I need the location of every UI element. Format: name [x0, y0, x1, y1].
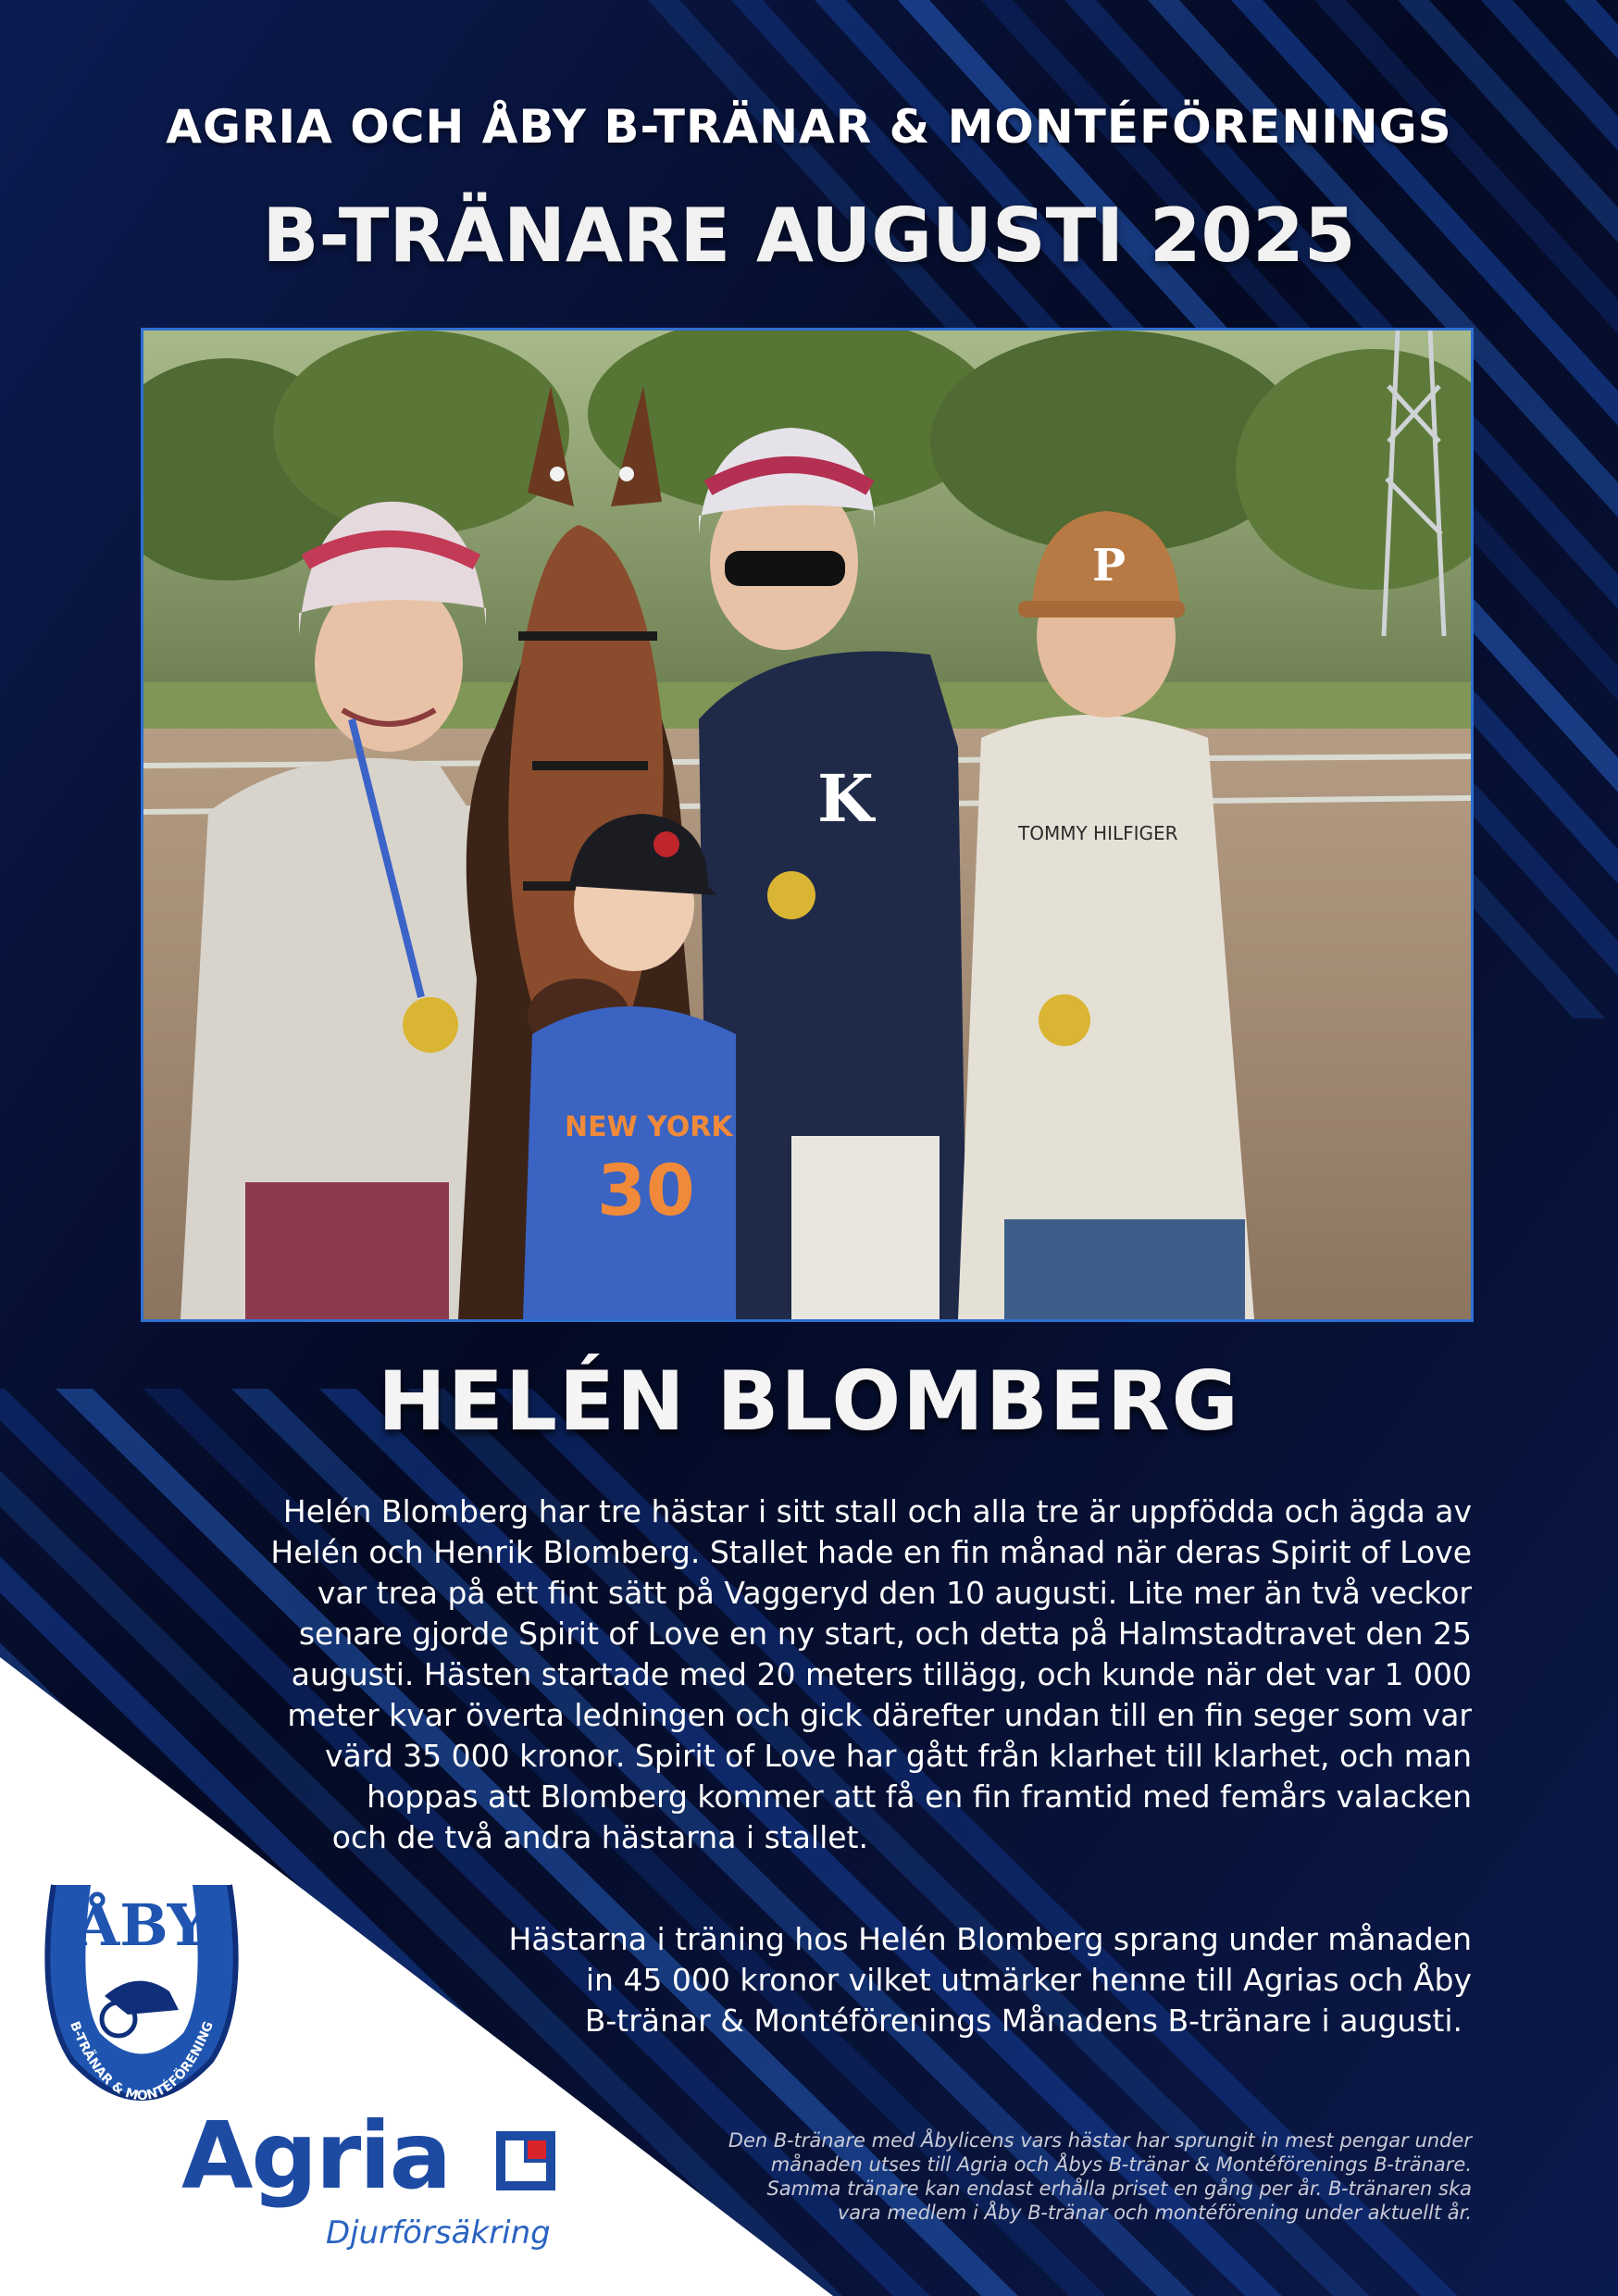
shirt-number: 30 [597, 1149, 695, 1231]
cap-letter: P [1092, 540, 1126, 592]
footnote-line-3: Samma tränare kan endast erhålla priset en gång per år. B-tränaren ska [766, 2177, 1472, 2200]
body-p1-line-6: meter kvar överta ledningen och gick därefter undan till en fin seger som var [287, 1697, 1472, 1733]
body-p1-line-2: Helén och Henrik Blomberg. Stallet hade en fin månad när deras Spirit of Love [270, 1534, 1472, 1570]
aby-logo-ring-text: B-TRÄNAR & MONTÉFÖRENING [66, 2019, 218, 2104]
body-p1-line-3: var trea på ett fint sätt på Vaggeryd den 10 augusti. Lite mer än två veckor [317, 1575, 1472, 1611]
header-organization: AGRIA OCH ÅBY B-TRÄNAR & MONTÉFÖRENINGS [166, 100, 1452, 154]
body-p2-line-2: in 45 000 kronor vilket utmärker henne till Agrias och Åby [585, 1962, 1472, 1998]
footnote-line-1: Den B-tränare med Åbylicens vars hästar har sprungit in mest pengar under [728, 2129, 1472, 2152]
body-p1-line-5: augusti. Hästen startade med 20 meters tillägg, och kunde när det var 1 000 [291, 1656, 1472, 1692]
agria-logo-subtitle: Djurförsäkring [326, 2215, 551, 2252]
aby-logo-title: ÅBY [75, 1891, 208, 1959]
sweater-text: TOMMY HILFIGER [1018, 822, 1178, 844]
agria-logo-mark [496, 2131, 555, 2190]
body-p2-line-1: Hästarna i träning hos Helén Blomberg sprang under månaden [508, 1921, 1472, 1957]
aby-logo [17, 1857, 267, 2126]
shirt-text: NEW YORK [565, 1111, 733, 1143]
footnote-line-4: vara medlem i Åby B-tränar och montéförening under aktuellt år. [837, 2202, 1472, 2224]
body-p1-line-8: hoppas att Blomberg kommer att få en fin framtid med femårs valacken [367, 1778, 1472, 1815]
body-p2-line-3: B-tränar & Montéförenings Månadens B-tränare i augusti. [584, 2003, 1462, 2039]
jacket-letter: K [817, 760, 874, 837]
footnote-line-2: månaden utses till Agria och Åbys B-tränar & Montéförenings B-tränare. [770, 2153, 1472, 2176]
body-p1-line-4: senare gjorde Spirit of Love en ny start, och detta på Halmstadtravet den 25 [298, 1616, 1472, 1652]
body-p1-line-9: och de två andra hästarna i stallet. [331, 1819, 868, 1855]
agria-logo-name: Agria [181, 2102, 451, 2210]
body-p1-line-1: Helén Blomberg har tre hästar i sitt stall och alla tre är uppfödda och ägda av [282, 1493, 1472, 1529]
header-title: B-TRÄNARE AUGUSTI 2025 [0, 193, 1618, 279]
trainer-name: HELÉN BLOMBERG [378, 1354, 1240, 1449]
trainer-photo [141, 328, 1474, 1322]
body-p1-line-7: värd 35 000 kronor. Spirit of Love har gått från klarhet till klarhet, och man [325, 1738, 1472, 1774]
